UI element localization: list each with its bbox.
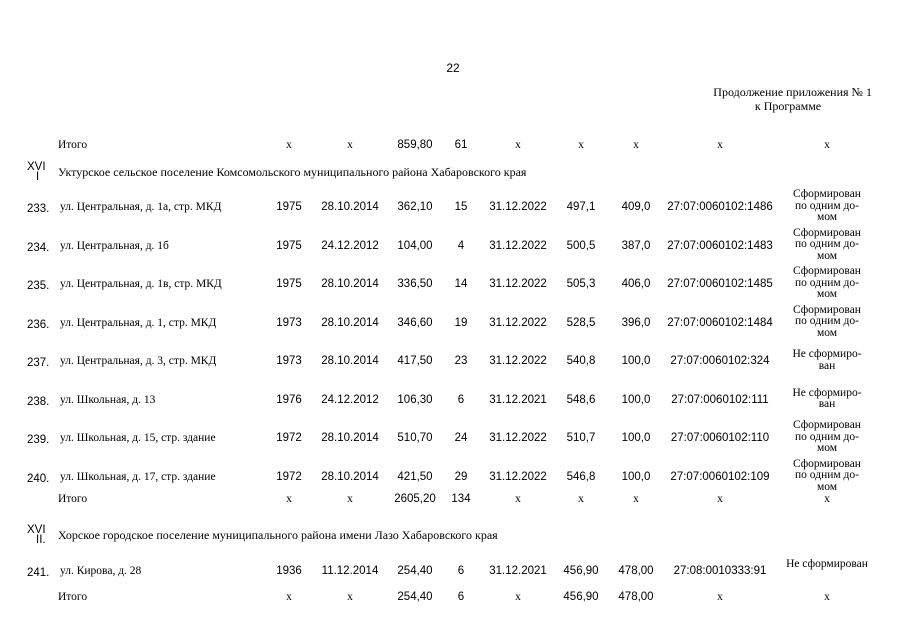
row-deadline: 31.12.2022 — [489, 355, 547, 367]
row-pct: 387,0 — [621, 239, 651, 252]
row-deadline: 31.12.2022 — [489, 239, 547, 252]
row-pct: 100,0 — [621, 470, 651, 483]
section-title: Уктурское сельское поселение Комсомольского муниципального района Хабаровского края — [58, 165, 527, 179]
total-people: 61 — [454, 139, 468, 151]
row-cadastral: 27:07:0060102:324 — [670, 355, 770, 367]
total-area: 254,40 — [397, 591, 433, 603]
row-status-note: Сформирован по одним до-мом — [793, 226, 861, 262]
total-note: х — [824, 493, 830, 505]
row-status-note: Сформирован по одним до-мом — [793, 419, 861, 454]
page-number: 22 — [446, 61, 460, 75]
row-address: ул. Центральная, д. 3, стр. МКД — [60, 355, 217, 367]
appendix-header-line2: к Программе — [754, 99, 822, 113]
row-address: ул. Кирова, д. 28 — [60, 565, 142, 577]
row-status-note: Сформирован по одним до-мом — [793, 188, 861, 223]
row-area: 510,70 — [397, 432, 433, 444]
total-pct: 478,00 — [618, 591, 654, 603]
row-address: ул. Школьная, д. 17, стр. здание — [60, 470, 216, 483]
section-number-cont: I — [36, 171, 40, 183]
row-people: 15 — [454, 201, 468, 213]
row-number: 240. — [27, 472, 50, 485]
row-date: 28.10.2014 — [321, 470, 379, 483]
row-pct: 406,0 — [621, 278, 651, 290]
row-date: 28.10.2014 — [321, 316, 379, 329]
total-label: Итого — [58, 139, 88, 151]
total-note: х — [824, 591, 830, 603]
row-date: 28.10.2014 — [321, 201, 379, 213]
row-people: 6 — [457, 393, 465, 406]
total-people: 134 — [451, 493, 471, 505]
row-number: 236. — [27, 318, 50, 331]
row-cost: 548,6 — [566, 393, 596, 406]
total-deadline: х — [515, 139, 521, 151]
total-people: 6 — [457, 591, 465, 603]
row-status-note: Не сформиро-ван — [792, 386, 862, 410]
row-cost: 500,5 — [566, 239, 596, 252]
section-title: Хорское городское поселение муниципального района имени Лазо Хабаровского края — [58, 528, 498, 542]
total-date: х — [347, 591, 353, 603]
row-year: 1975 — [276, 239, 302, 252]
total-label: Итого — [58, 493, 88, 505]
row-year: 1973 — [276, 355, 302, 367]
row-number: 241. — [27, 567, 50, 579]
row-number: 238. — [27, 395, 50, 408]
row-year: 1972 — [276, 432, 302, 444]
row-date: 11.12.2014 — [321, 565, 379, 577]
total-cadastral: х — [717, 591, 723, 603]
row-date: 24.12.2012 — [321, 239, 379, 252]
row-status-note: Сформирован по одним до-мом — [793, 265, 861, 300]
row-address: ул. Центральная, д. 1а, стр. МКД — [60, 201, 222, 213]
row-year: 1975 — [276, 201, 302, 213]
row-pct: 396,0 — [621, 316, 651, 329]
row-area: 254,40 — [397, 565, 433, 577]
row-year: 1973 — [276, 316, 302, 329]
row-deadline: 31.12.2022 — [489, 316, 547, 329]
total-year: х — [286, 493, 292, 505]
section-number: XVI — [27, 524, 46, 536]
section-number-cont: II. — [36, 534, 46, 546]
row-people: 24 — [454, 432, 468, 444]
row-area: 106,30 — [397, 393, 433, 406]
row-pct: 100,0 — [621, 355, 651, 367]
row-pct: 409,0 — [621, 201, 651, 213]
row-cost: 510,7 — [566, 432, 596, 444]
row-date: 24.12.2012 — [321, 393, 379, 406]
total-deadline: х — [515, 591, 521, 603]
row-deadline: 31.12.2022 — [489, 432, 547, 444]
row-status-note: Сформирован по одним до-мом — [793, 457, 861, 493]
row-cadastral: 27:08:0010333:91 — [673, 565, 767, 577]
row-number: 237. — [27, 357, 50, 369]
total-area: 2605,20 — [394, 493, 436, 505]
row-deadline: 31.12.2021 — [489, 393, 547, 406]
row-year: 1976 — [276, 393, 302, 406]
row-cadastral: 27:07:0060102:1484 — [667, 316, 773, 329]
row-cadastral: 27:07:0060102:109 — [670, 470, 770, 483]
row-number: 239. — [27, 434, 50, 446]
row-number: 234. — [27, 241, 50, 254]
row-cost: 497,1 — [566, 201, 596, 213]
total-pct: х — [633, 139, 639, 151]
row-number: 235. — [27, 280, 50, 292]
appendix-header-line1: Продолжение приложения № 1 — [713, 85, 872, 99]
row-cost: 528,5 — [566, 316, 596, 329]
row-address: ул. Центральная, д. 1б — [60, 239, 169, 252]
total-area: 859,80 — [397, 139, 433, 151]
section-number: XVI — [27, 161, 46, 173]
total-deadline: х — [515, 493, 521, 505]
row-area: 104,00 — [397, 239, 433, 252]
total-year: х — [286, 591, 292, 603]
row-cost: 456,90 — [563, 565, 599, 577]
row-cadastral: 27:07:0060102:111 — [671, 393, 769, 406]
row-cost: 546,8 — [566, 470, 596, 483]
row-area: 336,50 — [397, 278, 433, 290]
row-area: 421,50 — [397, 470, 433, 483]
total-label: Итого — [58, 591, 88, 603]
row-date: 28.10.2014 — [321, 355, 379, 367]
row-status-note: Сформирован по одним до-мом — [793, 303, 861, 339]
row-people: 4 — [457, 239, 465, 252]
row-people: 29 — [454, 470, 468, 483]
row-date: 28.10.2014 — [321, 278, 379, 290]
row-cost: 540,8 — [566, 355, 596, 367]
row-deadline: 31.12.2021 — [489, 565, 547, 577]
total-date: х — [347, 139, 353, 151]
row-pct: 478,00 — [618, 565, 654, 577]
row-people: 14 — [454, 278, 468, 290]
row-address: ул. Центральная, д. 1, стр. МКД — [60, 316, 217, 329]
row-year: 1975 — [276, 278, 302, 290]
row-status-note: Не сформирован — [786, 558, 868, 570]
row-cost: 505,3 — [566, 278, 596, 290]
row-area: 417,50 — [397, 355, 433, 367]
row-deadline: 31.12.2022 — [489, 278, 547, 290]
row-status-note: Не сформиро-ван — [792, 348, 862, 372]
row-area: 346,60 — [397, 316, 433, 329]
row-address: ул. Школьная, д. 15, стр. здание — [60, 432, 216, 444]
total-cost: х — [578, 139, 584, 151]
total-note: х — [824, 139, 830, 151]
row-year: 1972 — [276, 470, 302, 483]
row-people: 6 — [457, 565, 465, 577]
total-date: х — [347, 493, 353, 505]
row-people: 19 — [454, 316, 468, 329]
row-number: 233. — [27, 203, 50, 215]
row-people: 23 — [454, 355, 468, 367]
row-pct: 100,0 — [621, 393, 651, 406]
row-address: ул. Школьная, д. 13 — [60, 393, 156, 406]
row-year: 1936 — [276, 565, 302, 577]
total-cadastral: х — [717, 139, 723, 151]
row-pct: 100,0 — [621, 432, 651, 444]
total-cost: х — [578, 493, 584, 505]
total-year: х — [286, 139, 292, 151]
row-area: 362,10 — [397, 201, 433, 213]
total-cadastral: х — [717, 493, 723, 505]
row-date: 28.10.2014 — [321, 432, 379, 444]
row-address: ул. Центральная, д. 1в, стр. МКД — [60, 278, 222, 290]
row-cadastral: 27:07:0060102:1486 — [667, 201, 773, 213]
row-cadastral: 27:07:0060102:110 — [670, 432, 770, 444]
total-cost: 456,90 — [563, 591, 599, 603]
row-deadline: 31.12.2022 — [489, 201, 547, 213]
row-cadastral: 27:07:0060102:1485 — [667, 278, 773, 290]
row-deadline: 31.12.2022 — [489, 470, 547, 483]
total-pct: х — [633, 493, 639, 505]
row-cadastral: 27:07:0060102:1483 — [667, 239, 773, 252]
